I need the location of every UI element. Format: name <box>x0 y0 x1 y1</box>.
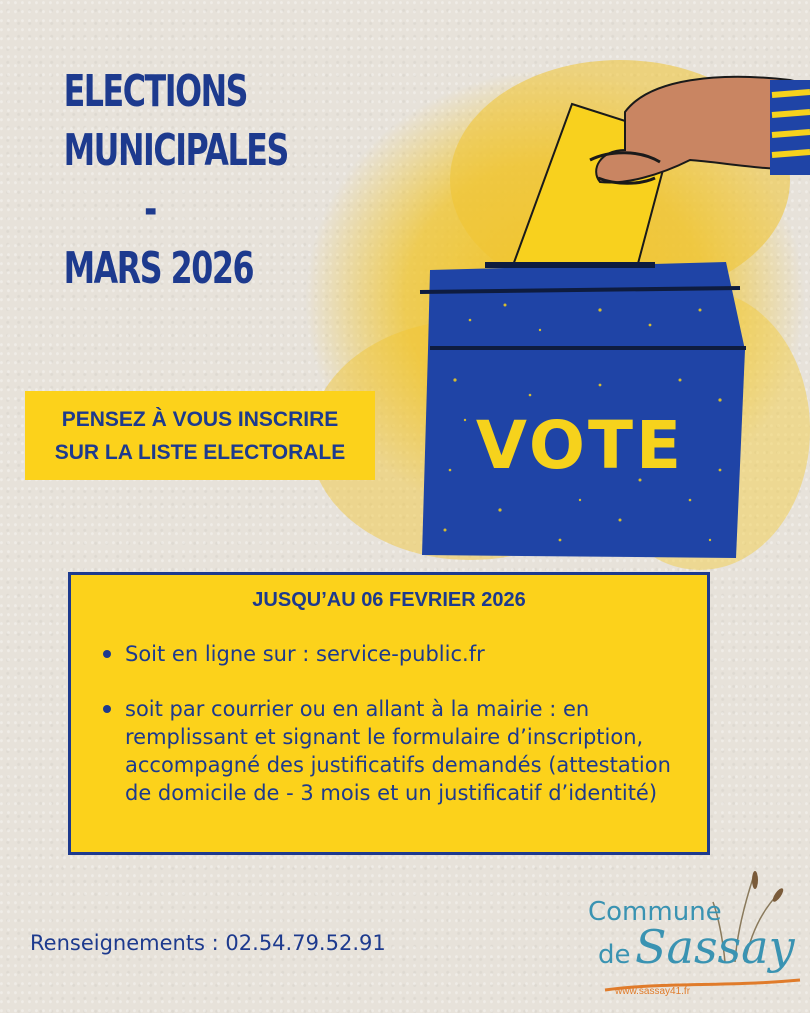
vote-label: VOTE <box>475 407 685 484</box>
registration-banner <box>25 391 375 480</box>
banner-line-1: PENSEZ À VOUS INSCRIRE <box>61 407 339 431</box>
ballot-box <box>420 262 746 558</box>
banner-line-2: SUR LA LISTE ELECTORALE <box>54 440 346 464</box>
logo-commune-text: Commune <box>588 897 722 927</box>
logo-de-text: de <box>598 940 631 970</box>
title-line-4: MARS 2026 <box>63 243 254 294</box>
commune-logo <box>585 862 810 1013</box>
registration-methods-list <box>71 640 707 807</box>
title-line-2: MUNICIPALES <box>63 125 288 176</box>
mail-method-text: soit par courrier ou en allant à la mairie : en remplissant et signant le formulaire d’inscription, accompagné des justificatifs demandés (attestation de domicile de - 3 mois et un justificatif d’identité) <box>125 697 671 805</box>
logo-url-text: www.sassay41.fr <box>615 986 691 997</box>
contact-info: Renseignements : 02.54.79.52.91 <box>30 931 386 955</box>
title-line-1: ELECTIONS <box>63 66 248 117</box>
list-item <box>125 640 693 668</box>
logo-name-text: Sassay <box>635 920 795 974</box>
deadline-info-box <box>68 572 710 855</box>
deadline-heading: JUSQU’AU 06 FEVRIER 2026 <box>252 589 526 611</box>
title-line-3: - <box>144 184 156 235</box>
page-title <box>63 62 288 298</box>
list-item <box>125 695 693 807</box>
online-method-text: Soit en ligne sur : service-public.fr <box>125 642 485 666</box>
bullet-icon <box>103 705 111 713</box>
bullet-icon <box>103 650 111 658</box>
